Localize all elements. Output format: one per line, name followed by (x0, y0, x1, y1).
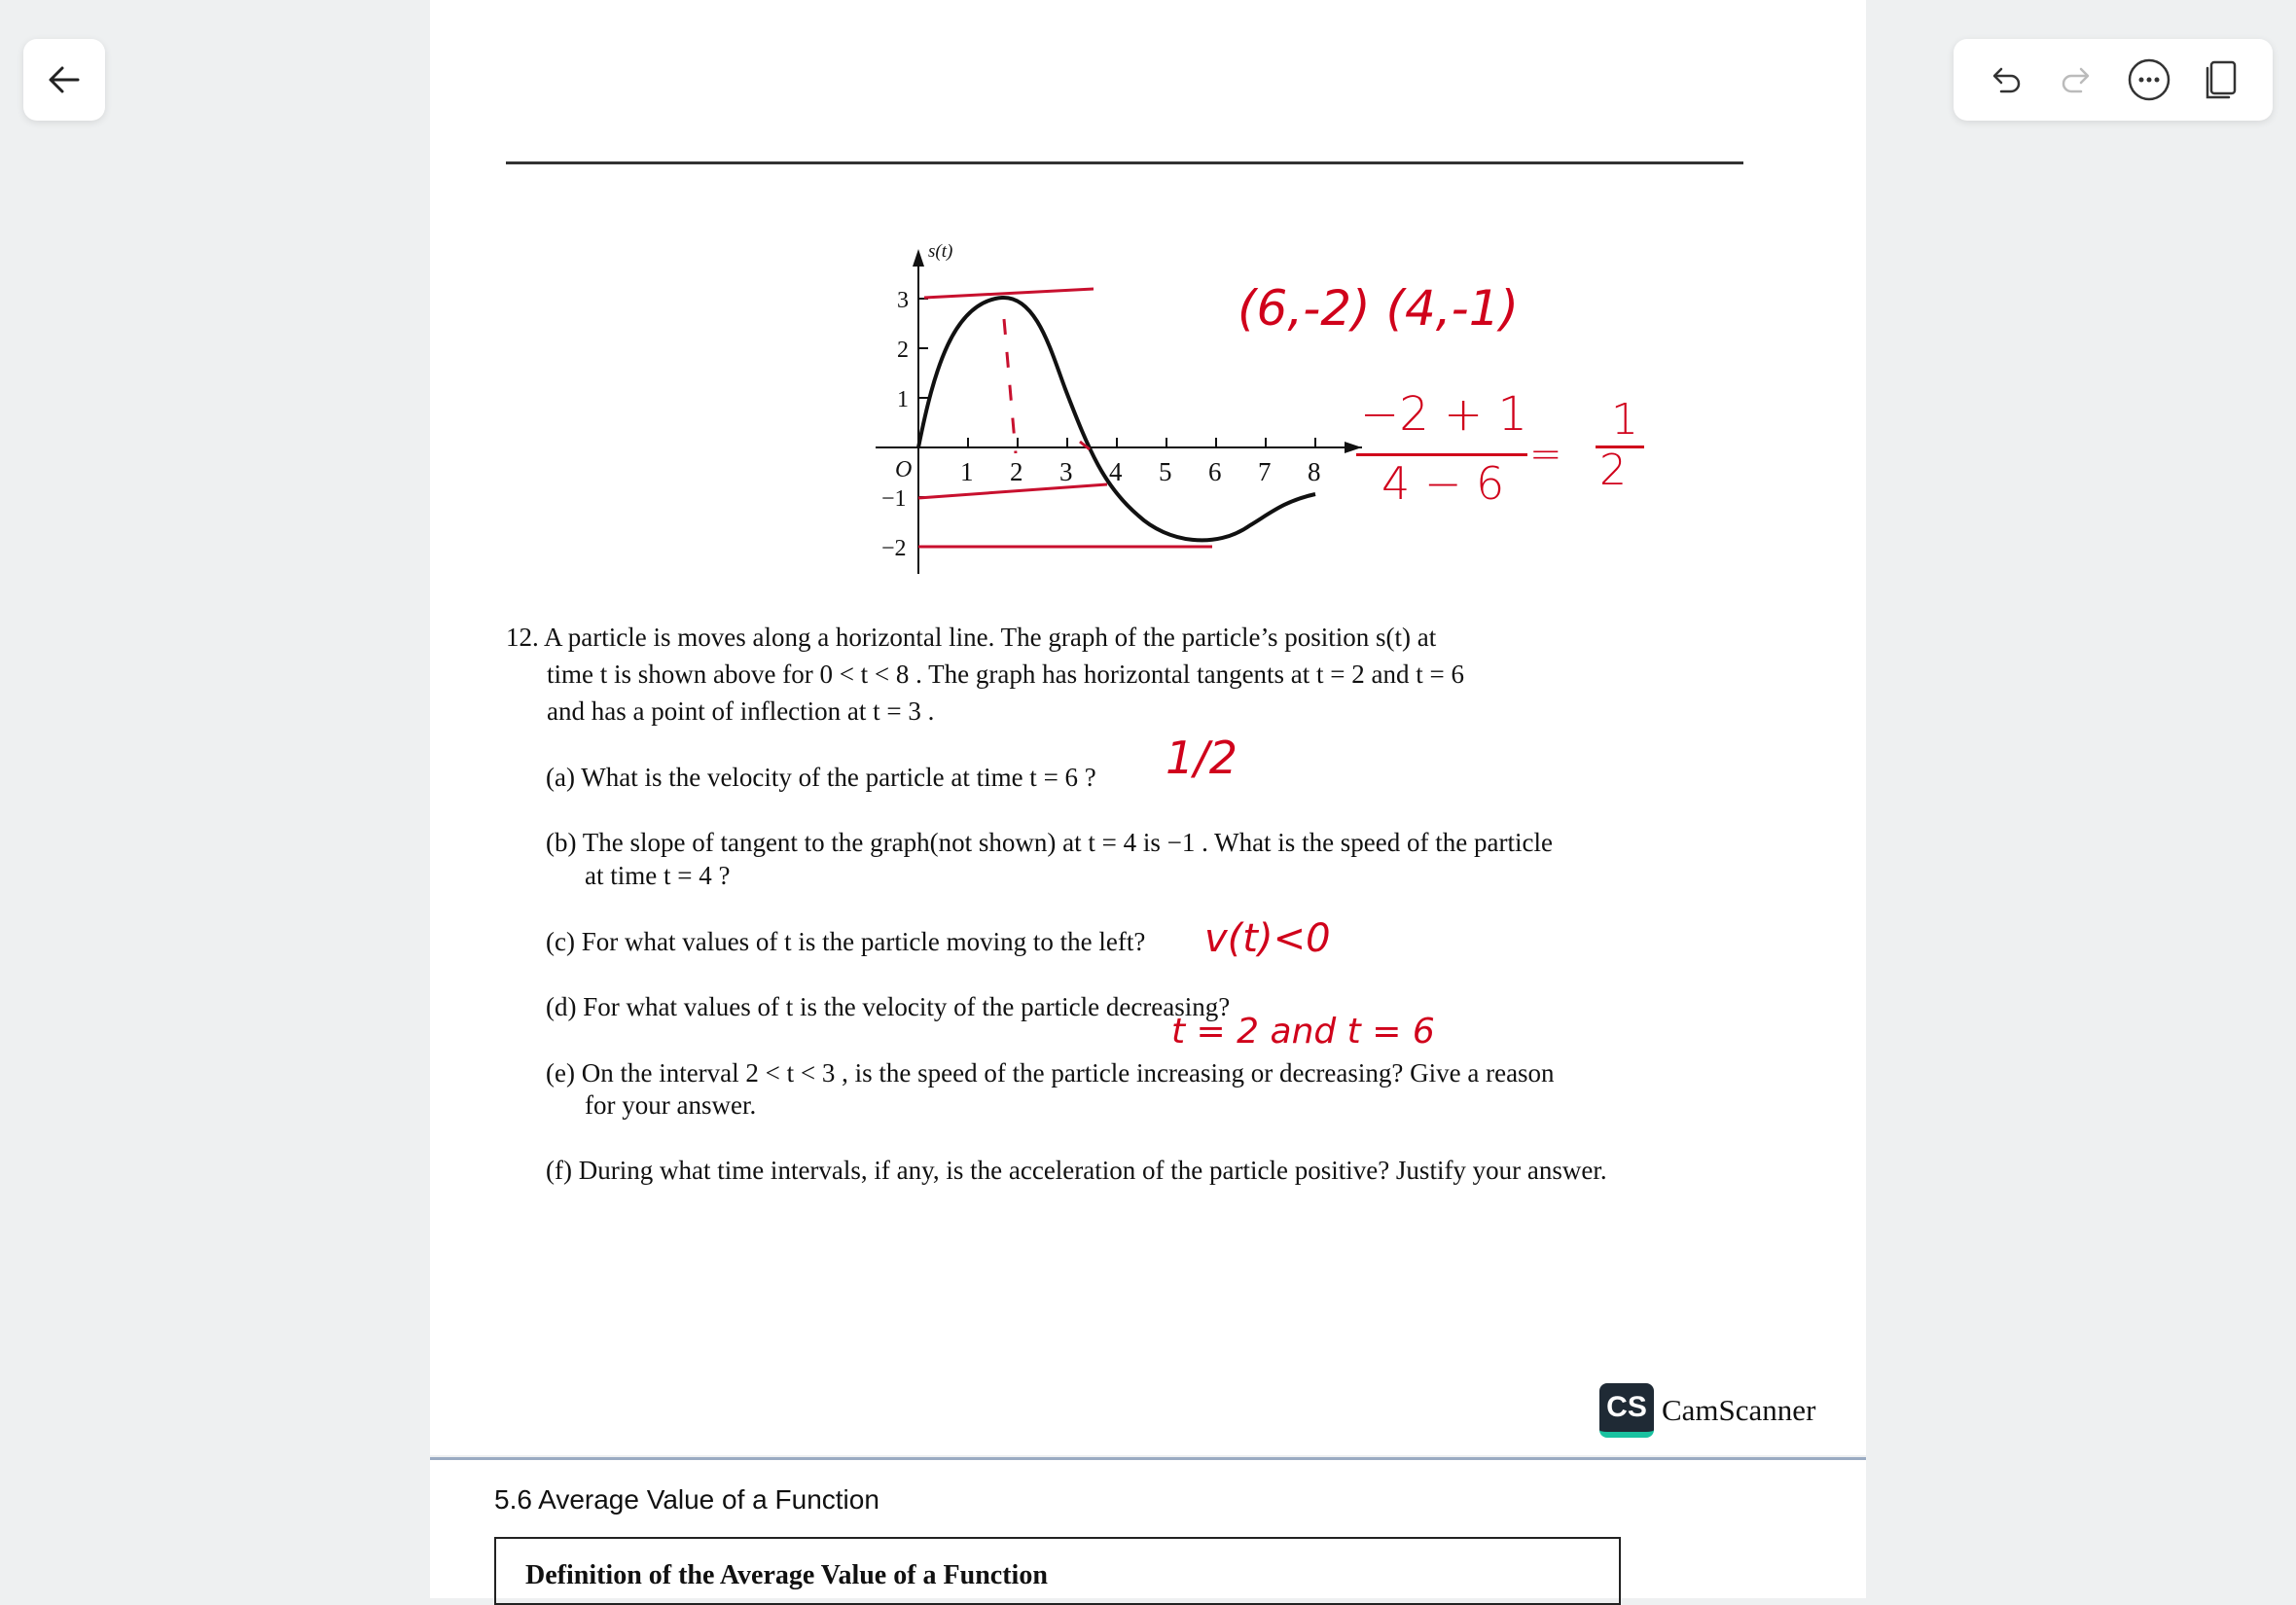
x-ticks (960, 438, 1321, 486)
horizontal-rule (506, 161, 1743, 164)
camscanner-name: CamScanner (1662, 1393, 1816, 1427)
definition-title: Definition of the Average Value of a Function (525, 1560, 1048, 1590)
x-tick-label: 3 (1059, 457, 1073, 486)
handwritten-fraction-denominator: 4 − 6 (1381, 457, 1505, 510)
camscanner-watermark (1599, 1383, 1815, 1438)
x-tick-label: 7 (1258, 457, 1272, 486)
y-tick-label: 3 (897, 288, 909, 313)
x-axis-arrow (1345, 442, 1362, 453)
y-ticks (881, 288, 928, 561)
x-tick-label: 6 (1208, 457, 1222, 486)
question-e-line-2: for your answer. (585, 1090, 757, 1120)
undo-icon (1982, 56, 2028, 103)
tangent-line-t4 (918, 484, 1107, 498)
back-button[interactable] (23, 39, 105, 121)
question-f: (f) During what time intervals, if any, is the acceleration of the particle positive? Justify your answer. (546, 1156, 1607, 1185)
question-b-line-2: at time t = 4 ? (585, 861, 731, 890)
y-tick-label: 1 (897, 387, 909, 412)
y-tick-label: −2 (881, 536, 907, 561)
x-tick-label: 1 (960, 457, 974, 486)
y-axis-label: s(t) (928, 241, 953, 262)
arrow-left-icon (45, 60, 84, 99)
more-options-button[interactable] (2122, 53, 2176, 107)
more-horizontal-icon (2126, 56, 2172, 103)
y-tick-label: 2 (897, 338, 909, 363)
question-e-line-1: (e) On the interval 2 < t < 3 , is the speed of the particle increasing or decreasing? Give a reason (546, 1058, 1555, 1088)
x-tick-label: 5 (1159, 457, 1172, 486)
redo-icon (2054, 56, 2100, 103)
handwritten-equals: = (1529, 432, 1562, 477)
y-axis-arrow (913, 249, 924, 267)
dashed-line-t2 (1004, 319, 1016, 453)
undo-button[interactable] (1978, 53, 2032, 107)
x-tick-label: 4 (1109, 457, 1123, 486)
section-title: 5.6 Average Value of a Function (494, 1484, 879, 1515)
y-tick-label: −1 (881, 486, 907, 512)
camscanner-logo: CS (1599, 1383, 1654, 1438)
handwritten-answer-c: v(t)<0 (1204, 916, 1331, 961)
document-controls (1954, 39, 2273, 121)
handwritten-result-numerator: 1 (1611, 395, 1638, 445)
question-d: (d) For what values of t is the velocity of the particle decreasing? (546, 992, 1231, 1021)
fraction-bar (1356, 453, 1527, 456)
x-tick-label: 2 (1010, 457, 1023, 486)
problem-line-2: time t is shown above for 0 < t < 8 . The graph has horizontal tangents at t = 2 and t = 6 (547, 660, 1464, 689)
x-tick-label: 8 (1308, 457, 1321, 486)
redo-button[interactable] (2050, 53, 2104, 107)
handwritten-answer-d: t = 2 and t = 6 (1171, 1012, 1435, 1052)
problem-line-1: 12. A particle is moves along a horizontal line. The graph of the particle’s position s(t) at (506, 623, 1437, 652)
problem-line-3: and has a point of inflection at t = 3 . (547, 696, 935, 726)
origin-label: O (895, 457, 913, 482)
handwritten-result-denominator: 2 (1599, 446, 1627, 495)
question-a: (a) What is the velocity of the particle at time t = 6 ? (546, 763, 1096, 792)
pages-icon (2198, 56, 2244, 103)
handwritten-answer-a: 1/2 (1166, 731, 1238, 784)
problem-statement (506, 619, 1673, 730)
question-c: (c) For what values of t is the particle moving to the left? (546, 927, 1146, 956)
handwritten-points: (6,-2) (4,-1) (1238, 280, 1520, 337)
pages-button[interactable] (2194, 53, 2248, 107)
question-b-line-1: (b) The slope of tangent to the graph(not shown) at t = 4 is −1 . What is the speed of the particle (546, 828, 1553, 857)
handwritten-fraction-numerator: −2 + 1 (1360, 387, 1528, 442)
